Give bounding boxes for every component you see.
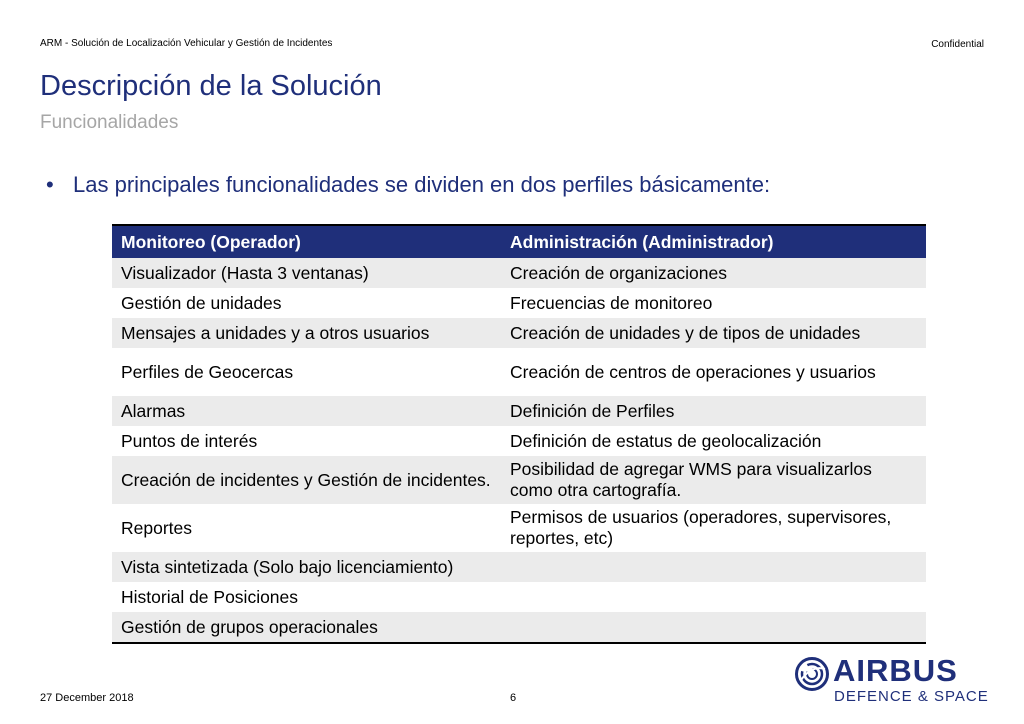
table-row: [112, 288, 926, 318]
monitoring-cell: Gestión de grupos operacionales: [112, 612, 501, 643]
slide-title: Descripción de la Solución: [40, 70, 382, 102]
monitoring-cell: Gestión de unidades: [121, 292, 282, 313]
bullet-text: Las principales funcionalidades se dividen en dos perfiles básicamente:: [73, 172, 771, 197]
administration-cell: Frecuencias de monitoreo: [510, 292, 713, 313]
column-header-monitoring: Monitoreo (Operador): [112, 225, 501, 258]
functionalities-table: [112, 224, 926, 644]
table-row: [112, 612, 926, 643]
monitoring-cell: Vista sintetizada (Solo bajo licenciamiento): [112, 552, 501, 582]
monitoring-cell: Reportes: [121, 517, 193, 538]
bullet-point: [46, 172, 770, 198]
administration-cell: Permisos de usuarios (operadores, supervisores, reportes, etc): [510, 507, 892, 548]
column-header-administration: Administración (Administrador): [501, 225, 926, 258]
table-row: [112, 552, 926, 582]
administration-cell: [501, 612, 926, 643]
monitoring-cell: Puntos de interés: [121, 430, 258, 451]
administration-cell: Creación de centros de operaciones y usuarios: [510, 361, 876, 382]
page-number: 6: [510, 692, 517, 704]
logo-brand: AIRBUS: [833, 653, 958, 688]
table-row: [112, 258, 926, 288]
logo-division: DEFENCE & SPACE: [834, 688, 989, 705]
administration-cell: Definición de estatus de geolocalización: [510, 430, 822, 451]
monitoring-cell: Historial de Posiciones: [121, 586, 299, 607]
slide-subtitle: Funcionalidades: [40, 112, 179, 133]
table-header-row: [112, 225, 926, 258]
classification-label: Confidential: [931, 39, 984, 50]
monitoring-cell: Visualizador (Hasta 3 ventanas): [112, 258, 501, 288]
airbus-logo: [795, 654, 990, 709]
administration-cell: Posibilidad de agregar WMS para visualizarlos como otra cartografía.: [501, 456, 926, 504]
bullet-icon: •: [46, 172, 54, 197]
administration-cell: Creación de unidades y de tipos de unidades: [501, 318, 926, 348]
footer-date: 27 December 2018: [40, 692, 134, 704]
document-title: ARM - Solución de Localización Vehicular y Gestión de Incidentes: [40, 38, 333, 49]
airbus-globe-icon: [795, 657, 829, 691]
administration-cell: [501, 552, 926, 582]
administration-cell: Creación de organizaciones: [501, 258, 926, 288]
table-row: [112, 456, 926, 504]
table-row: [112, 318, 926, 348]
table-row: [112, 426, 926, 456]
table-row: [112, 396, 926, 426]
table-row: [112, 348, 926, 396]
monitoring-cell: Alarmas: [112, 396, 501, 426]
table-row: [112, 582, 926, 612]
administration-cell: Definición de Perfiles: [501, 396, 926, 426]
monitoring-cell: Creación de incidentes y Gestión de incidentes.: [112, 456, 501, 504]
table-row: [112, 504, 926, 552]
administration-cell: [501, 582, 926, 612]
monitoring-cell: Perfiles de Geocercas: [121, 361, 294, 382]
monitoring-cell: Mensajes a unidades y a otros usuarios: [112, 318, 501, 348]
